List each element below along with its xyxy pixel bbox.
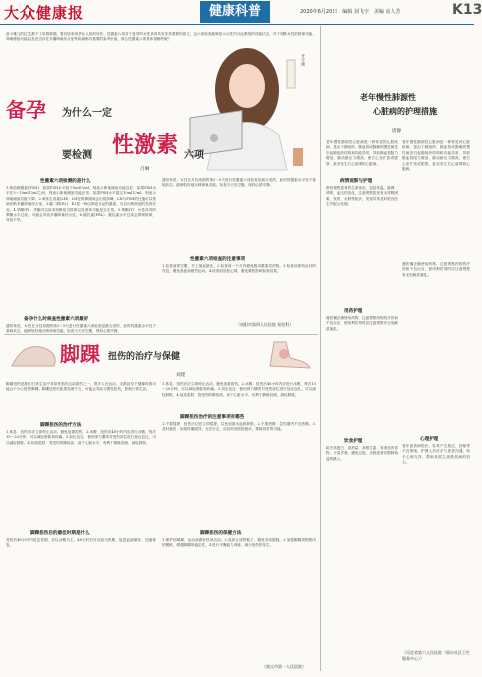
article2-s4-body: 1.保护好脚踝，运动前做好热身活动。2.选择合适的鞋子，避免穿高跟鞋。3.加强脚踝周围肌肉的锻炼，增强脚踝的稳定性。4.进行平衡能力训练，减少扭伤的发生。 [162, 538, 316, 548]
article3-s3-head: 饮食护理 [344, 439, 363, 444]
article3-s4-head: 心理护理 [420, 437, 439, 442]
article2-s3-head: 脚踝扭伤治疗的注意事项有哪些 [180, 415, 245, 420]
article2-title-b: 扭伤的治疗与保健 [108, 352, 181, 362]
article3-intro: 老年慢性肺源性心脏病是一种常见的心脏疾病，是由于肺组织、肺血管或胸廓的慢性病变引起肺组织结构和功能异常，导致肺血管阻力增加，肺动脉压力增高，使右心室扩张或肥厚，甚至发生右心衰竭的心脏病。 [326, 140, 398, 166]
article2-s1-head: 脚踝扭伤的治疗方法 [40, 423, 82, 428]
article3-title-a: 老年慢性肺源性 [360, 92, 416, 102]
article2-col2-body: 1.休息：扭伤后应立即停止活动，避免加重损伤。2.冰敷：扭伤后48小时内应进行冰敷，每次15～20分钟，可以减轻肿胀和疼痛。3.加压包扎：使用弹力绷带对受伤部位进行加压包扎，可以减轻肿胀。4.抬高患肢：将受伤的脚抬高，高于心脏水平，有利于静脉回流，减轻肿胀。 [162, 382, 316, 397]
article1-s2-body-cont: 通常来说，女性在月经周期的第2～5天进行性激素六项检查是最合适的，此时的激素水平处于基础状态，能够较好地反映卵巢功能。检查当天应空腹，保持心情平静。 [162, 178, 316, 188]
article1-s3-head: 性激素六项检查的注意事项 [190, 257, 246, 262]
article3-s1-head: 病情观察与护理 [340, 179, 373, 184]
section-tab: 健康科普 [200, 1, 270, 23]
article1-intro: 备卡雅儿的拉生都不了用推陈期，暂有原来到孕让人担的所作。性激素六项对于备孕的女性来说具有非常重要的意义，这六项检查能够显示女性内分泌系统的功能状态，对于判断女性的排卵功能、卵巢储备功能以及是否存在多囊卵巢综合征等疾病都有重要的参考价值，那么性激素六项具体指哪些呢？ [6, 32, 316, 42]
article3-author: 唐静 [392, 129, 402, 134]
article2-s2-head: 脚踝扭伤后的最佳时期是什么 [30, 531, 90, 536]
article-divider [4, 334, 318, 335]
article2-author: 刘建 [176, 373, 186, 378]
ankle-illustration [250, 336, 316, 370]
article3-s1-body: 密切观察患者的生命体征，包括体温、脉搏、呼吸、血压的变化，注意观察患者有无呼吸困难、发绀、水肿等症状，发现异常及时报告医生并配合处理。 [326, 186, 398, 207]
article1-title-b: 为什么一定 [62, 108, 112, 119]
article2-s2-body: 受伤后48小时内是急性期，应以冰敷为主；48小时后可以改为热敷，促进血液循环，加速恢复。 [6, 538, 156, 548]
article1-title-a: 备孕 [6, 98, 46, 122]
article3-credit: （河北省第六人民医院〈邢台社区卫生服务中心〉） [402, 650, 470, 661]
article2-title-a: 脚踝 [60, 342, 100, 366]
article2-credit: （商丘市第一人民医院） [262, 664, 306, 669]
article3-title-b: 心脏病的护理措施 [373, 106, 437, 116]
illustration-label: 开卡康 [301, 54, 306, 66]
article3-s2-body: 遵医嘱正确使用药物，注意观察药物的疗效和不良反应，使用利尿剂时应注意观察有无电解质紊乱。 [326, 316, 398, 331]
article2-s1-body: 1.休息：扭伤后应立即停止活动，避免加重损伤。2.冰敷：扭伤后48小时内应进行冰敷，每次15～20分钟，可以减轻肿胀和疼痛。3.加压包扎：使用弹力绷带对受伤部位进行加压包扎，可以减轻肿胀。4.抬高患肢：将受伤的脚抬高，高于心脏水平，有利于静脉回流，减轻肿胀。 [6, 430, 156, 445]
article3-s3-body: 给予高蛋白、高热量、高维生素、易消化的食物，少量多餐，避免过饱，水肿患者应限制钠盐的摄入。 [326, 446, 398, 461]
issue-meta: 2020年6月20日 编辑 刘飞宇 美编 房人芳 [300, 9, 401, 15]
article1-s1-body: 1.卵泡刺激素(FSH)：如果FSH水平低于5mIU/ml，则表示卵巢储备功能良好；如果FSH水平在5～10mIU/ml之间，则表示卵巢储备功能正常；如果FSH水平超过10mIU/ml，则表示卵巢储备功能下降。2.黄体生成素(LH)：LH在排卵期间会出现高峰，LH与FSH的比值可以帮助诊断多囊卵巢综合征。3.雌二醇(E2)：E2是一种由卵泡分泌的激素，可以反映卵泡的发育状况。4.孕酮(P)：孕酮可以用来判断是否排卵以及黄体功能是否正常。5.睾酮(T)：女性体内的睾酮水平过高，可能会导致多囊卵巢综合征。6.催乳素(PRL)：催乳素水平过高会抑制排卵，导致不孕。 [6, 186, 156, 223]
article3-s2-head: 用药护理 [344, 309, 363, 314]
article3-s4-body: 老年患者病程长，容易产生焦虑、抑郁等不良情绪，护理人员应多与患者沟通，给予心理支持，帮助其树立战胜疾病的信心。 [402, 444, 470, 465]
article1-s2-head: 备孕什么时候查性激素六项最好 [24, 317, 89, 322]
foot-illustration [4, 336, 64, 370]
article1-credit: （南阳市第四人民医院 检验科） [236, 322, 294, 327]
article3-col2-body: 老年慢性肺源性心脏病是一种常见的心脏疾病，是由于肺组织、肺血管或胸廓的慢性病变引起肺组织结构和功能异常，导致肺血管阻力增加，肺动脉压力增高，使右心室扩张或肥厚，甚至发生右心衰竭的心脏病。 [402, 140, 470, 172]
page-number: K13 [452, 2, 482, 18]
article1-title-d: 性激素 [112, 132, 179, 158]
column-divider [320, 26, 321, 671]
article2-intro: 脚踝扭伤是我们日常生活中非常常见的运动损伤之一，很多人在运动、走路甚至下楼梯时都可能会不小心扭伤脚踝。脚踝扭伤后如果处理不当，可能会导致习惯性扭伤，影响日常生活。 [6, 382, 156, 392]
article2-s3-body: 1.不要揉搓：扭伤后切忌立即揉搓，以免加重出血和肿胀。2.不要热敷：急性期内不宜热敷。3.及时就医：如果疼痛剧烈、无法行走，应及时到医院就诊，排除骨折的可能。 [162, 422, 316, 432]
article1-title-e: 六项 [184, 150, 204, 161]
article1-title-c: 要检测 [62, 150, 92, 161]
article2-s4-head: 脚踝扭伤的保健方法 [200, 531, 242, 536]
article1-s3-body: 1.检查前需空腹，早上抽血最佳。2.检查前一个月内避免服用激素类药物。3.检查前保持良好的作息，避免熬夜和剧烈运动。4.检查前放松心情，避免紧张影响检查结果。 [162, 264, 316, 274]
masthead: 大众健康报 [4, 4, 85, 22]
article1-author: 吕琳 [140, 167, 150, 172]
article1-s1-head: 性激素六项检测的是什么 [40, 179, 91, 184]
article3-col2-body-b: 遵医嘱正确使用药物，注意观察药物的疗效和不良反应，使用利尿剂时应注意观察有无电解质紊乱。 [402, 262, 470, 277]
article1-s2-body: 通常来说，女性在月经周期的第2～5天进行性激素六项检查是最合适的，此时的激素水平处于基础状态，能够较好地反映卵巢功能。检查当天应空腹，保持心情平静。 [6, 324, 156, 334]
